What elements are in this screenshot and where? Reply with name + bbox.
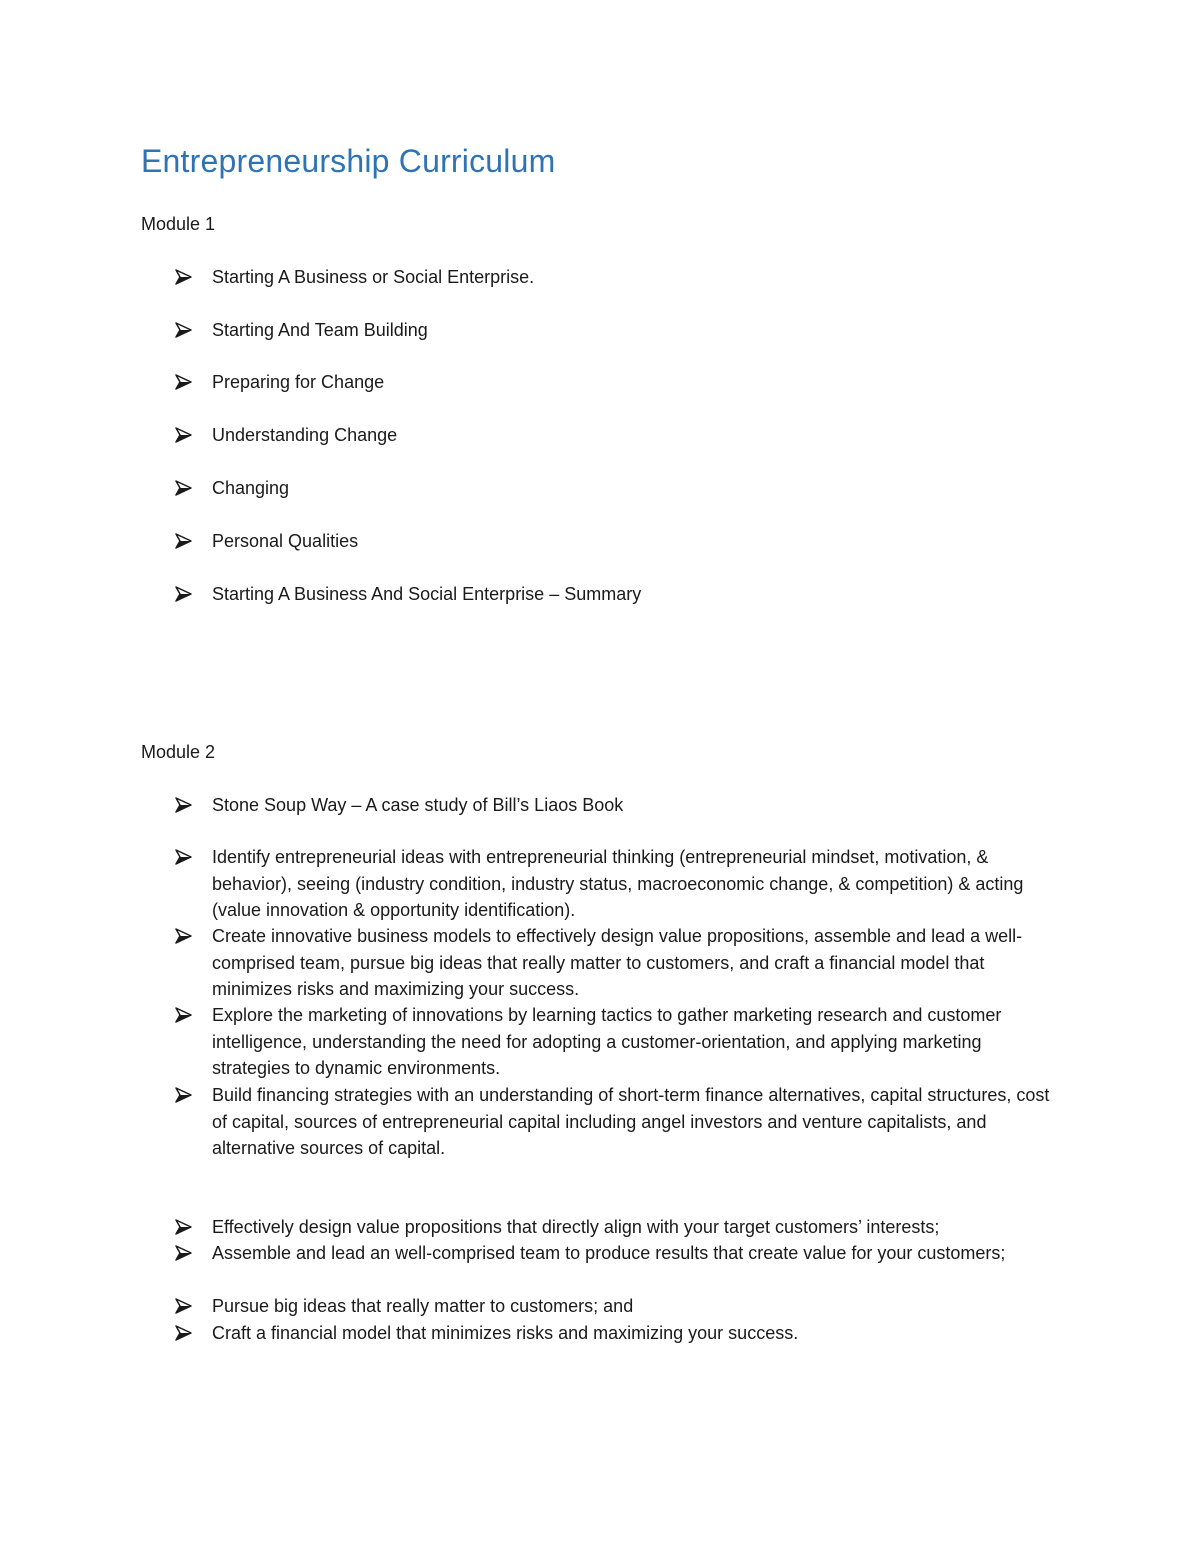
arrowhead-bullet-icon bbox=[174, 1214, 196, 1240]
arrowhead-bullet-icon bbox=[174, 369, 196, 395]
arrowhead-bullet-icon bbox=[174, 528, 196, 554]
list-item: Explore the marketing of innovations by learning tactics to gather marketing research and customer intelligence, understanding the need for adopting a customer-orientation, and applying marketing strategies to dynamic environments. bbox=[174, 1002, 1054, 1082]
list-item: Identify entrepreneurial ideas with entrepreneurial thinking (entrepreneurial mindset, motivation, & behavior), seeing (industry condition, industry status, macroeconomic change, & competition) & acting (value innovation & opportunity identification). bbox=[174, 844, 1054, 924]
list-item: Assemble and lead an well-comprised team to produce results that create value for your customers; bbox=[174, 1240, 1054, 1267]
arrowhead-bullet-icon bbox=[174, 1240, 196, 1266]
arrowhead-bullet-icon bbox=[174, 264, 196, 290]
list-item: Starting A Business And Social Enterprise – Summary bbox=[174, 581, 1054, 608]
arrowhead-bullet-icon bbox=[174, 1002, 196, 1028]
arrowhead-bullet-icon bbox=[174, 1082, 196, 1108]
document-title: Entrepreneurship Curriculum bbox=[141, 143, 556, 179]
list-item: Create innovative business models to effectively design value propositions, assemble and lead a well-comprised team, pursue big ideas that really matter to customers, and craft a financial model that minimizes risks and maximizing your success. bbox=[174, 923, 1054, 1003]
list-item: Build financing strategies with an understanding of short-term finance alternatives, capital structures, cost of capital, sources of entrepreneurial capital including angel investors and venture capitalists, and alternative sources of capital. bbox=[174, 1082, 1054, 1162]
list-item: Effectively design value propositions that directly align with your target customers’ interests; bbox=[174, 1214, 1054, 1241]
list-item: Starting A Business or Social Enterprise. bbox=[174, 264, 1054, 291]
module-1-heading: Module 1 bbox=[141, 214, 216, 234]
arrowhead-bullet-icon bbox=[174, 844, 196, 870]
arrowhead-bullet-icon bbox=[174, 923, 196, 949]
arrowhead-bullet-icon bbox=[174, 1320, 196, 1346]
arrowhead-bullet-icon bbox=[174, 475, 196, 501]
arrowhead-bullet-icon bbox=[174, 422, 196, 448]
arrowhead-bullet-icon bbox=[174, 1293, 196, 1319]
arrowhead-bullet-icon bbox=[174, 581, 196, 607]
list-item: Changing bbox=[174, 475, 1054, 502]
list-item: Stone Soup Way – A case study of Bill’s Liaos Book bbox=[174, 792, 1054, 819]
arrowhead-bullet-icon bbox=[174, 792, 196, 818]
list-item: Understanding Change bbox=[174, 422, 1054, 449]
list-item: Craft a financial model that minimizes risks and maximizing your success. bbox=[174, 1320, 1054, 1347]
list-item: Starting And Team Building bbox=[174, 317, 1054, 344]
list-item: Preparing for Change bbox=[174, 369, 1054, 396]
list-item: Personal Qualities bbox=[174, 528, 1054, 555]
module-2-heading: Module 2 bbox=[141, 742, 216, 762]
list-item: Pursue big ideas that really matter to customers; and bbox=[174, 1293, 1054, 1320]
arrowhead-bullet-icon bbox=[174, 317, 196, 343]
